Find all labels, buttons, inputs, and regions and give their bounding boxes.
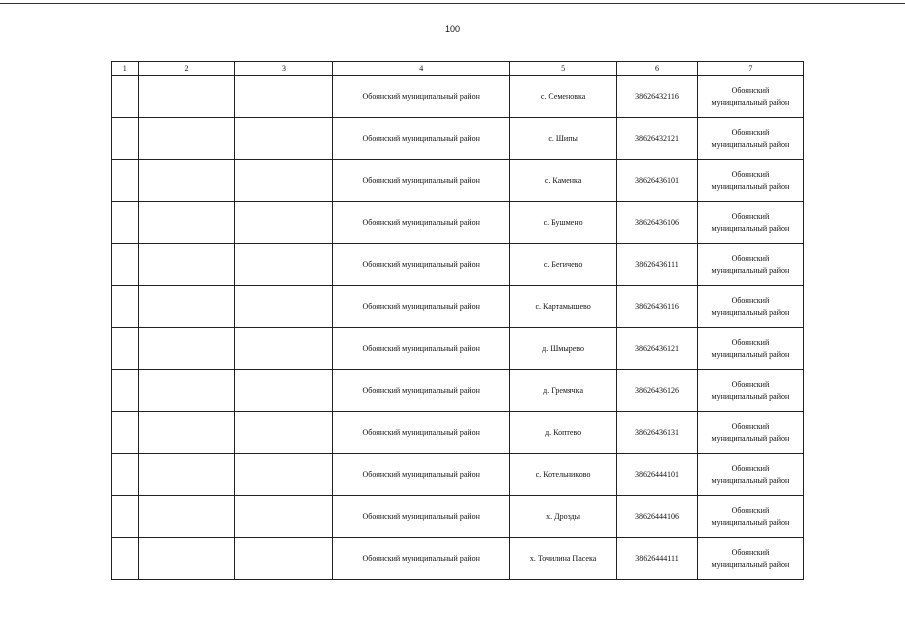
table-row (112, 202, 804, 244)
column-header-5: 5 (510, 62, 617, 76)
municipal-unit-cell (697, 328, 803, 370)
cell-col-2 (138, 454, 235, 496)
code-cell: 38626436121 (617, 328, 698, 370)
municipal-unit-line-1: Обоянский (731, 295, 770, 305)
cell-col-1 (112, 454, 139, 496)
settlement-cell: с. Каменка (510, 160, 617, 202)
cell-col-1 (112, 160, 139, 202)
settlement-cell: х. Дрозды (510, 496, 617, 538)
table-row (112, 76, 804, 118)
cell-col-1 (112, 412, 139, 454)
cell-col-3 (235, 496, 333, 538)
municipal-unit-line-2: муниципальный район (711, 517, 790, 527)
column-header-2: 2 (138, 62, 235, 76)
code-cell: 38626444111 (617, 538, 698, 580)
district-cell: Обоянский муниципальный район (333, 370, 510, 412)
municipal-unit-line-1: Обоянский (731, 547, 770, 557)
settlement-cell: с. Бушмено (510, 202, 617, 244)
code-cell: 38626436116 (617, 286, 698, 328)
municipal-unit-cell (697, 202, 803, 244)
municipal-unit-line-1: Обоянский (731, 463, 770, 473)
municipal-unit-line-2: муниципальный район (711, 349, 790, 359)
code-cell: 38626432116 (617, 76, 698, 118)
settlement-cell: х. Точилина Пасека (510, 538, 617, 580)
table-row (112, 244, 804, 286)
table-row (112, 370, 804, 412)
cell-col-2 (138, 160, 235, 202)
municipal-unit-line-1: Обоянский (731, 379, 770, 389)
settlement-cell: д. Гремячка (510, 370, 617, 412)
table-row (112, 286, 804, 328)
municipal-unit-line-1: Обоянский (731, 169, 770, 179)
municipal-unit-cell (697, 244, 803, 286)
cell-col-1 (112, 244, 139, 286)
code-cell: 38626444106 (617, 496, 698, 538)
district-cell: Обоянский муниципальный район (333, 412, 510, 454)
municipal-unit-cell (697, 538, 803, 580)
municipal-unit-line-2: муниципальный район (711, 223, 790, 233)
code-cell: 38626432121 (617, 118, 698, 160)
settlement-cell: с. Бегичево (510, 244, 617, 286)
district-cell: Обоянский муниципальный район (333, 160, 510, 202)
district-cell: Обоянский муниципальный район (333, 202, 510, 244)
cell-col-1 (112, 328, 139, 370)
table-row (112, 160, 804, 202)
municipal-unit-line-1: Обоянский (731, 505, 770, 515)
code-cell: 38626436126 (617, 370, 698, 412)
municipal-unit-cell (697, 76, 803, 118)
table-row (112, 328, 804, 370)
column-header-7: 7 (697, 62, 803, 76)
settlement-cell: с. Семеновка (510, 76, 617, 118)
cell-col-1 (112, 76, 139, 118)
column-header-1: 1 (112, 62, 139, 76)
municipal-unit-line-1: Обоянский (731, 337, 770, 347)
code-cell: 38626436111 (617, 244, 698, 286)
cell-col-3 (235, 370, 333, 412)
cell-col-1 (112, 538, 139, 580)
page-top-border (0, 3, 905, 4)
cell-col-3 (235, 538, 333, 580)
code-cell: 38626436106 (617, 202, 698, 244)
cell-col-3 (235, 118, 333, 160)
municipal-unit-line-2: муниципальный район (711, 307, 790, 317)
settlement-cell: с. Котельниково (510, 454, 617, 496)
code-cell: 38626436131 (617, 412, 698, 454)
municipal-unit-line-1: Обоянский (731, 421, 770, 431)
table-header-row (112, 62, 804, 76)
municipal-unit-cell (697, 286, 803, 328)
cell-col-3 (235, 202, 333, 244)
table-row (112, 118, 804, 160)
cell-col-1 (112, 286, 139, 328)
table-row (112, 538, 804, 580)
municipal-unit-line-2: муниципальный район (711, 181, 790, 191)
district-cell: Обоянский муниципальный район (333, 454, 510, 496)
district-cell: Обоянский муниципальный район (333, 76, 510, 118)
district-cell: Обоянский муниципальный район (333, 496, 510, 538)
municipal-unit-line-2: муниципальный район (711, 139, 790, 149)
municipal-unit-cell (697, 160, 803, 202)
column-header-6: 6 (617, 62, 698, 76)
municipal-unit-line-1: Обоянский (731, 85, 770, 95)
settlement-cell: с. Картамышево (510, 286, 617, 328)
district-cell: Обоянский муниципальный район (333, 328, 510, 370)
municipal-unit-cell (697, 496, 803, 538)
cell-col-3 (235, 412, 333, 454)
cell-col-2 (138, 286, 235, 328)
municipal-unit-line-2: муниципальный район (711, 97, 790, 107)
cell-col-3 (235, 454, 333, 496)
cell-col-2 (138, 370, 235, 412)
municipal-unit-line-1: Обоянский (731, 211, 770, 221)
cell-col-1 (112, 370, 139, 412)
table-row (112, 412, 804, 454)
cell-col-2 (138, 76, 235, 118)
table-row (112, 496, 804, 538)
column-header-4: 4 (333, 62, 510, 76)
municipal-unit-line-2: муниципальный район (711, 559, 790, 569)
municipal-unit-cell (697, 370, 803, 412)
district-cell: Обоянский муниципальный район (333, 286, 510, 328)
cell-col-2 (138, 118, 235, 160)
municipal-unit-line-2: муниципальный район (711, 265, 790, 275)
district-cell: Обоянский муниципальный район (333, 244, 510, 286)
municipal-unit-line-1: Обоянский (731, 253, 770, 263)
cell-col-2 (138, 412, 235, 454)
cell-col-2 (138, 244, 235, 286)
cell-col-3 (235, 244, 333, 286)
table-body (112, 76, 804, 580)
cell-col-2 (138, 496, 235, 538)
table-row (112, 454, 804, 496)
municipal-unit-cell (697, 454, 803, 496)
cell-col-1 (112, 496, 139, 538)
cell-col-3 (235, 76, 333, 118)
cell-col-3 (235, 286, 333, 328)
cell-col-3 (235, 160, 333, 202)
page-number: 100 (444, 24, 461, 34)
code-cell: 38626436101 (617, 160, 698, 202)
municipal-unit-line-2: муниципальный район (711, 475, 790, 485)
municipal-unit-cell (697, 118, 803, 160)
cell-col-2 (138, 328, 235, 370)
cell-col-1 (112, 202, 139, 244)
cell-col-2 (138, 538, 235, 580)
cell-col-2 (138, 202, 235, 244)
settlement-cell: д. Коптево (510, 412, 617, 454)
municipal-unit-line-2: муниципальный район (711, 433, 790, 443)
district-cell: Обоянский муниципальный район (333, 538, 510, 580)
district-cell: Обоянский муниципальный район (333, 118, 510, 160)
municipal-unit-line-1: Обоянский (731, 127, 770, 137)
data-table (111, 61, 804, 580)
settlement-cell: с. Шипы (510, 118, 617, 160)
municipal-unit-cell (697, 412, 803, 454)
cell-col-3 (235, 328, 333, 370)
settlement-cell: д. Шмырево (510, 328, 617, 370)
column-header-3: 3 (235, 62, 333, 76)
municipal-unit-line-2: муниципальный район (711, 391, 790, 401)
code-cell: 38626444101 (617, 454, 698, 496)
cell-col-1 (112, 118, 139, 160)
